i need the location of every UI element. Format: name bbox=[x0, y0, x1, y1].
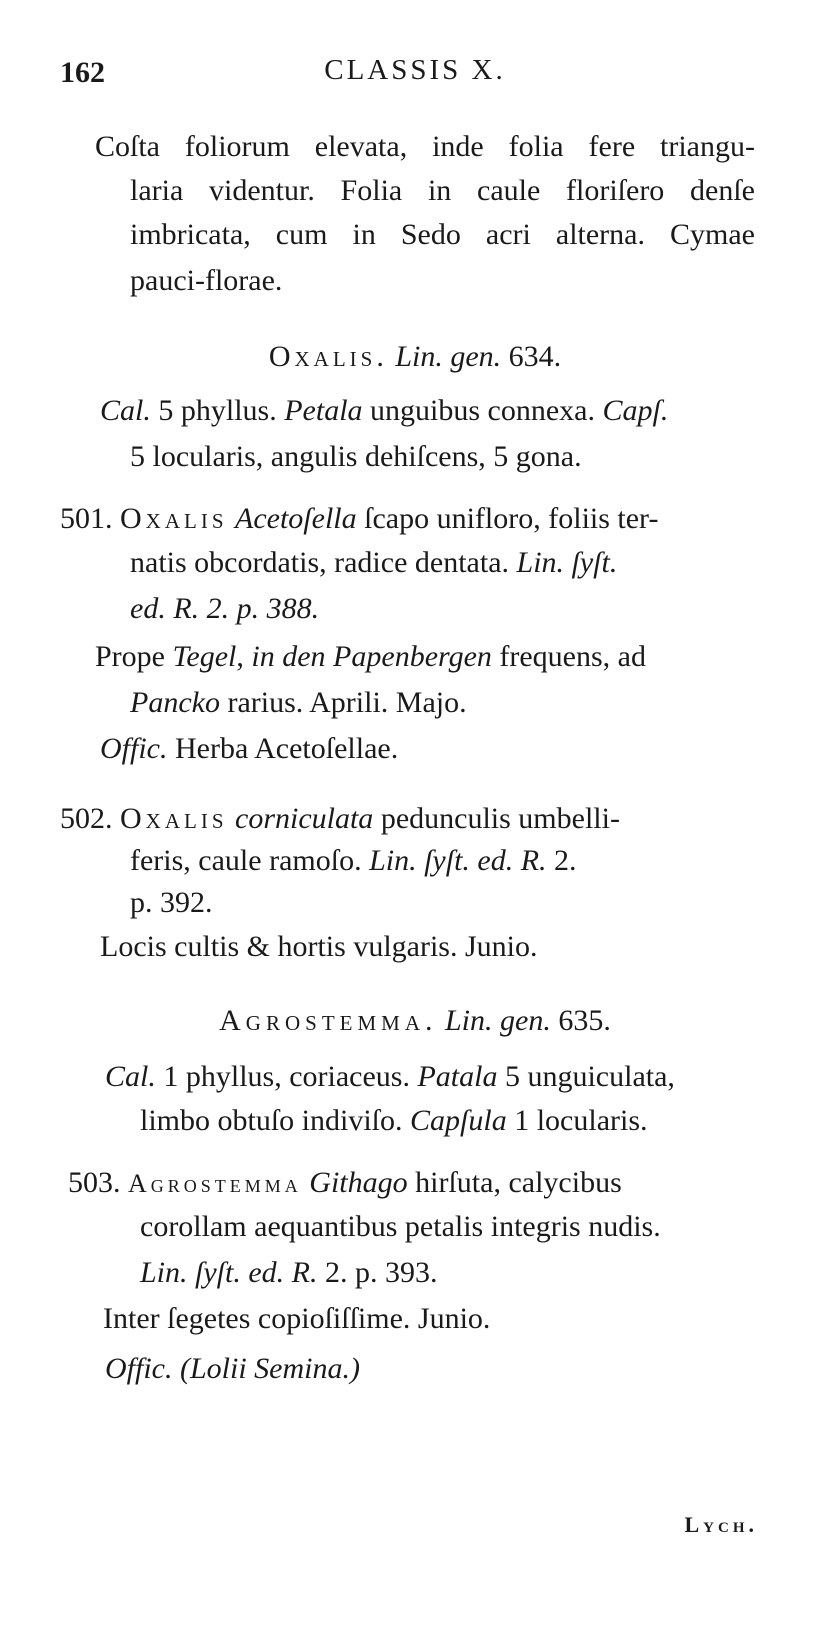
habitat-text: , bbox=[236, 640, 252, 673]
entry-number: 503. bbox=[68, 1166, 121, 1199]
running-head: CLASSIS X. bbox=[324, 54, 506, 86]
genus-name: Agrostemma. bbox=[219, 1004, 438, 1037]
habitat-place: Pancko bbox=[130, 686, 220, 719]
entry-species: Acetoſella bbox=[235, 502, 357, 535]
petala-text: unguibus connexa. bbox=[362, 394, 603, 427]
entry-species: corniculata bbox=[235, 802, 374, 835]
entry-502-habitat: Locis cultis & hortis vulgaris. Junio. bbox=[100, 930, 538, 963]
habitat-place: in den Papenbergen bbox=[251, 640, 492, 673]
entry-genus: Agrostemma bbox=[128, 1169, 302, 1198]
entry-number: 502. bbox=[60, 802, 113, 835]
character-text: limbo obtuſo indiviſo. bbox=[140, 1104, 411, 1137]
habitat-place: Tegel bbox=[172, 640, 237, 673]
entry-description: natis obcordatis, radice dentata. bbox=[130, 546, 517, 579]
entry-501-line-1 bbox=[60, 500, 658, 538]
character-text: 1 locularis. bbox=[506, 1104, 648, 1137]
cal-text: 1 phyllus, coriaceus. bbox=[155, 1060, 418, 1093]
page-number: 162 bbox=[60, 56, 105, 89]
patala-label: Patala bbox=[417, 1060, 498, 1093]
entry-description: ſcapo unifloro, foliis ter- bbox=[356, 502, 659, 535]
prev-entry-line-1: Coſta foliorum elevata, inde folia fere triangu- bbox=[95, 130, 755, 163]
genus-character-line-2: 5 locularis, angulis dehiſcens, 5 gona. bbox=[130, 440, 582, 473]
offic-text: (Lolii Semina.) bbox=[172, 1352, 360, 1385]
entry-501-officinal bbox=[100, 730, 398, 768]
entry-503-line-3 bbox=[140, 1254, 437, 1292]
prev-entry-line-3: imbricata, cum in Sedo acri alterna. Cymae bbox=[130, 218, 755, 251]
genus-heading-agrostemma bbox=[0, 1002, 830, 1040]
entry-reference: Lin. ſyſt. ed. R. bbox=[369, 844, 547, 877]
prev-entry-line-4: pauci-florae. bbox=[130, 264, 283, 297]
prev-entry-line-2: laria videntur. Folia in caule floriſero denſe bbox=[130, 174, 755, 207]
entry-503-line-1 bbox=[68, 1164, 622, 1203]
genus-reference-number: 635. bbox=[558, 1004, 611, 1037]
genus-heading-oxalis bbox=[0, 338, 830, 376]
genus-character-line-1 bbox=[100, 392, 668, 430]
genus-reference: Lin. gen. bbox=[445, 1004, 551, 1037]
patala-text: 5 unguiculata, bbox=[497, 1060, 675, 1093]
entry-501-line-2 bbox=[130, 544, 617, 582]
genus-reference-number: 634. bbox=[508, 340, 562, 373]
entry-description: pedunculis umbelli- bbox=[373, 802, 620, 835]
offic-label: Offic. bbox=[100, 732, 168, 765]
offic-label: Offic. bbox=[105, 1352, 173, 1385]
cal-label: Cal. bbox=[105, 1060, 156, 1093]
entry-503-officinal bbox=[105, 1350, 360, 1388]
entry-reference-end: 2. bbox=[546, 844, 577, 877]
capsula-label: Capſula bbox=[410, 1104, 507, 1137]
genus-character-line-1 bbox=[105, 1058, 675, 1096]
entry-reference: Lin. ſyſt. ed. R. bbox=[140, 1256, 318, 1289]
entry-genus: Oxalis bbox=[120, 502, 228, 535]
entry-503-line-2: corollam aequantibus petalis integris nudis. bbox=[140, 1210, 661, 1243]
entry-501-habitat-1 bbox=[95, 638, 646, 676]
habitat-text: Prope bbox=[95, 640, 173, 673]
cal-text: 5 phyllus. bbox=[150, 394, 285, 427]
entry-number: 501. bbox=[60, 502, 113, 535]
entry-reference: Lin. ſyſt. bbox=[516, 546, 618, 579]
entry-501-line-3: ed. R. 2. p. 388. bbox=[130, 592, 320, 625]
entry-501-habitat-2 bbox=[130, 684, 467, 722]
genus-name: Oxalis. bbox=[268, 340, 388, 373]
entry-genus: Oxalis bbox=[120, 802, 228, 835]
petala-label: Petala bbox=[284, 394, 363, 427]
caps-label: Capſ. bbox=[602, 394, 669, 427]
entry-reference-end: 2. p. 393. bbox=[317, 1256, 438, 1289]
entry-502-line-1 bbox=[60, 800, 620, 838]
cal-label: Cal. bbox=[100, 394, 151, 427]
genus-reference: Lin. gen. bbox=[395, 340, 502, 373]
habitat-text: frequens, ad bbox=[491, 640, 646, 673]
genus-character-line-2 bbox=[140, 1102, 648, 1140]
catchword: Lych. bbox=[684, 1512, 758, 1537]
entry-description: hirſuta, calycibus bbox=[407, 1166, 622, 1199]
offic-text: Herba Acetoſellae. bbox=[167, 732, 399, 765]
entry-502-line-2 bbox=[130, 842, 577, 880]
habitat-text: rarius. Aprili. Majo. bbox=[219, 686, 467, 719]
entry-description: feris, caule ramoſo. bbox=[130, 844, 370, 877]
entry-503-habitat: Inter ſegetes copioſiſſime. Junio. bbox=[103, 1302, 491, 1335]
entry-502-line-3: p. 392. bbox=[130, 886, 213, 919]
entry-species: Githago bbox=[309, 1166, 408, 1199]
